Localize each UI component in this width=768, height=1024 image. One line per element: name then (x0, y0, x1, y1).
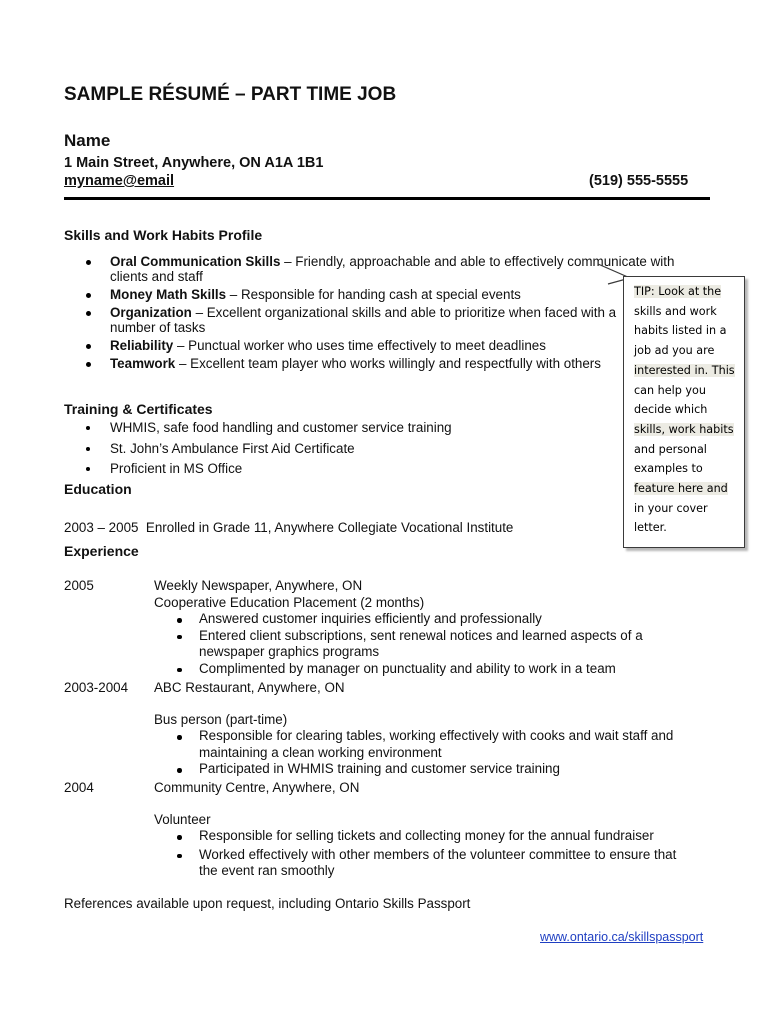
skill-label: Organization (110, 305, 192, 320)
tip-line: in your cover (634, 501, 708, 515)
list-item (64, 356, 704, 371)
job-bullets (154, 828, 684, 880)
skill-label: Oral Communication Skills (110, 254, 281, 269)
references-note: References available upon request, including Ontario Skills Passport (64, 896, 471, 911)
training-list (64, 420, 624, 482)
training-heading: Training & Certificates (64, 401, 213, 417)
resume-title: SAMPLE RÉSUMÉ – PART TIME JOB (64, 84, 397, 105)
tip-line: job ad you are (634, 344, 715, 358)
job-bullets (154, 611, 674, 677)
list-item: Responsible for clearing tables, working effectively with cooks and wait staff and maintaining a clean working environment (154, 728, 699, 761)
job-bullets (154, 728, 699, 778)
tip-line: feature here and (634, 482, 728, 496)
list-item: Complimented by manager on punctuality and ability to work in a team (154, 661, 674, 678)
list-item: Participated in WHMIS training and customer service training (154, 761, 699, 778)
job-role: Volunteer (154, 812, 211, 827)
skill-label: Money Math Skills (110, 287, 227, 302)
tip-line: can help you (634, 383, 706, 397)
education-entry: 2003 – 2005 Enrolled in Grade 11, Anywhere Collegiate Vocational Institute (64, 520, 514, 535)
bullet-icon (86, 426, 90, 430)
experience-heading: Experience (64, 543, 139, 559)
tip-line: and personal (634, 442, 707, 456)
skill-label: Reliability (110, 338, 174, 353)
list-item: Proficient in MS Office (64, 461, 624, 476)
job-year: 2005 (64, 578, 94, 593)
skill-label: Teamwork (110, 356, 176, 371)
bullet-icon (86, 344, 91, 349)
bullet-icon (86, 293, 91, 298)
bullet-icon (177, 835, 182, 840)
tip-line: letter. (634, 521, 667, 535)
address-line: 1 Main Street, Anywhere, ON A1A 1B1 (64, 155, 324, 171)
tip-callout (623, 276, 745, 548)
bullet-icon (86, 260, 91, 265)
bullet-icon (86, 447, 90, 451)
tip-line: decide which (634, 403, 708, 417)
list-item: Entered client subscriptions, sent renewal notices and learned aspects of a newspaper graphics programs (154, 628, 674, 661)
bullet-icon (177, 668, 182, 673)
tip-line: interested in. This (634, 363, 735, 377)
bullet-icon (177, 618, 182, 623)
job-employer: ABC Restaurant, Anywhere, ON (154, 680, 345, 695)
job-employer: Community Centre, Anywhere, ON (154, 780, 360, 795)
bullet-icon (177, 735, 182, 740)
bullet-icon (86, 467, 90, 471)
skill-text: – Excellent team player who works willingly and respectfully with others (175, 356, 601, 371)
job-year: 2004 (64, 780, 94, 795)
header-divider (64, 197, 710, 200)
bullet-icon (177, 854, 182, 859)
list-item (64, 287, 704, 302)
list-item: Answered customer inquiries efficiently and professionally (154, 611, 674, 628)
skill-text: – Punctual worker who uses time effectively to meet deadlines (173, 338, 546, 353)
skill-text: – Friendly, approachable and able to effectively communicate with clients and staff (110, 254, 675, 284)
education-heading: Education (64, 481, 132, 497)
skills-heading: Skills and Work Habits Profile (64, 227, 263, 243)
list-item: St. John’s Ambulance First Aid Certificate (64, 441, 624, 456)
bullet-icon (177, 635, 182, 640)
list-item (64, 338, 704, 353)
tip-line: skills, work habits (634, 422, 734, 436)
list-item (64, 305, 645, 335)
job-role: Bus person (part-time) (154, 712, 288, 727)
list-item: WHMIS, safe food handling and customer service training (64, 420, 624, 435)
tip-line: skills and work (634, 304, 717, 318)
email-link[interactable]: myname@email (64, 173, 175, 189)
tip-line: habits listed in a (634, 324, 727, 338)
tip-line: examples to (634, 462, 703, 476)
bullet-icon (177, 768, 182, 773)
phone-number: (519) 555-5555 (589, 173, 689, 189)
skills-passport-link[interactable]: www.ontario.ca/skillspassport (540, 930, 704, 944)
job-role: Cooperative Education Placement (2 months) (154, 595, 425, 610)
bullet-icon (86, 362, 91, 367)
applicant-name: Name (64, 131, 111, 150)
list-item: Responsible for selling tickets and collecting money for the annual fundraiser (154, 828, 684, 845)
bullet-icon (86, 311, 91, 316)
skill-text: – Responsible for handing cash at special events (226, 287, 521, 302)
job-employer: Weekly Newspaper, Anywhere, ON (154, 578, 363, 593)
tip-line: TIP: Look at the (634, 285, 722, 298)
skill-text: – Excellent organizational skills and able to prioritize when faced with a number of tasks (110, 305, 617, 335)
list-item: Worked effectively with other members of the volunteer committee to ensure that the event ran smoothly (154, 847, 684, 880)
job-year: 2003-2004 (64, 680, 129, 695)
